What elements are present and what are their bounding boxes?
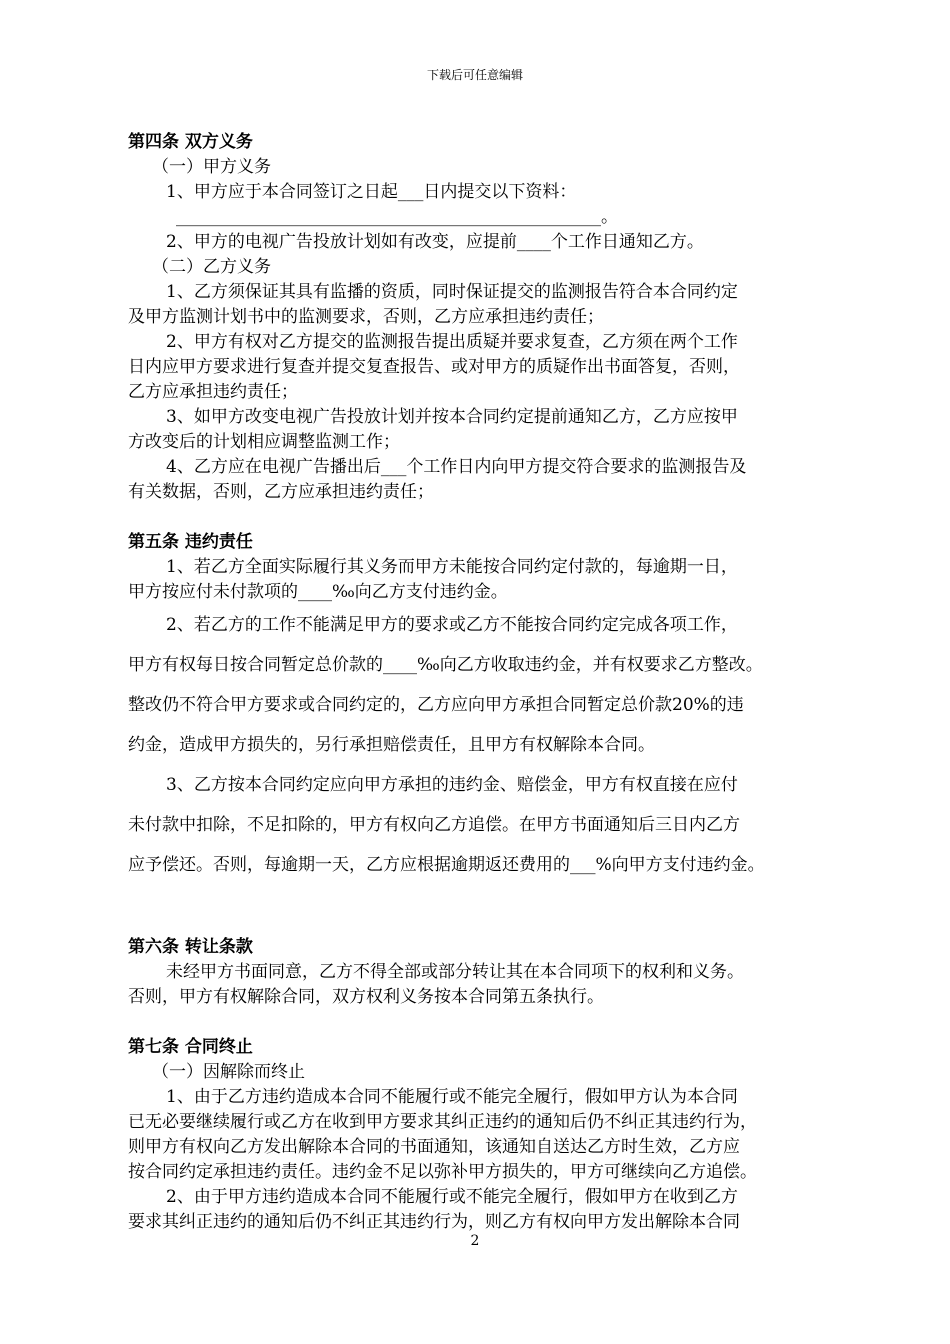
paragraph-line: 4、乙方应在电视广告播出后___个工作日内向甲方提交符合要求的监测报告及 (166, 457, 747, 477)
section-heading: 第四条 双方义务 (128, 132, 253, 152)
paragraph-line: 否则，甲方有权解除合同，双方权利义务按本合同第五条执行。 (128, 987, 604, 1007)
paragraph-line: 未经甲方书面同意，乙方不得全部或部分转让其在本合同项下的权利和义务。 (166, 962, 744, 982)
paragraph-line: （一）甲方义务 (152, 157, 271, 177)
section-heading: 第六条 转让条款 (128, 937, 253, 957)
paragraph-line: 2、甲方有权对乙方提交的监测报告提出质疑并要求复查，乙方须在两个工作 (166, 332, 738, 352)
blank-line (128, 885, 828, 910)
paragraph-line: 有关数据，否则，乙方应承担违约责任； (128, 482, 434, 502)
section-heading: 第五条 违约责任 (128, 532, 253, 552)
paragraph-line: 未付款中扣除，不足扣除的，甲方有权向乙方追偿。在甲方书面通知后三日内乙方 (128, 815, 740, 835)
paragraph-line: 及甲方监测计划书中的监测要求，否则，乙方应承担违约责任； (128, 307, 604, 327)
page-header: 下载后可任意编辑 (426, 68, 523, 82)
paragraph-line: 2、由于甲方违约造成本合同不能履行或不能完全履行，假如甲方在收到乙方 (166, 1187, 738, 1207)
paragraph-line: 已无必要继续履行或乙方在收到甲方要求其纠正违约的通知后仍不纠正其违约行为， (128, 1112, 757, 1132)
paragraph-line: （二）乙方义务 (152, 257, 271, 277)
paragraph-line: __________________________________________________。 (176, 207, 618, 227)
paragraph-line: 3、如甲方改变电视广告投放计划并按本合同约定提前通知乙方，乙方应按甲 (166, 407, 738, 427)
page-number: 2 (470, 1233, 480, 1249)
paragraph-line: 约金，造成甲方损失的，另行承担赔偿责任，且甲方有权解除本合同。 (128, 735, 655, 755)
document-body (128, 130, 828, 1235)
paragraph-line: 甲方按应付未付款项的____‰向乙方支付违约金。 (128, 582, 508, 602)
paragraph-line: 1、若乙方全面实际履行其义务而甲方未能按合同约定付款的，每逾期一日， (166, 557, 738, 577)
blank-line (128, 1010, 828, 1035)
paragraph-line: 1、乙方须保证其具有监播的资质，同时保证提交的监测报告符合本合同约定 (166, 282, 738, 302)
paragraph-line: 1、由于乙方违约造成本合同不能履行或不能完全履行，假如甲方认为本合同 (166, 1087, 738, 1107)
paragraph-line: 方改变后的计划相应调整监测工作； (128, 432, 400, 452)
paragraph-line: 1、甲方应于本合同签订之日起___日内提交以下资料： (166, 182, 577, 202)
paragraph-line: 按合同约定承担违约责任。违约金不足以弥补甲方损失的，甲方可继续向乙方追偿。 (128, 1162, 757, 1182)
paragraph-line: 2、若乙方的工作不能满足甲方的要求或乙方不能按合同约定完成各项工作， (166, 615, 738, 635)
blank-line (128, 505, 828, 530)
paragraph-line: 乙方应承担违约责任； (128, 382, 298, 402)
paragraph-line: （一）因解除而终止 (152, 1062, 305, 1082)
paragraph-line: 2、甲方的电视广告投放计划如有改变，应提前____个工作日通知乙方。 (166, 232, 704, 252)
paragraph-line: 整改仍不符合甲方要求或合同约定的，乙方应向甲方承担合同暂定总价款20%的违 (128, 695, 744, 715)
paragraph-line: 甲方有权每日按合同暂定总价款的____‰向乙方收取违约金，并有权要求乙方整改。 (128, 655, 763, 675)
paragraph-line: 则甲方有权向乙方发出解除本合同的书面通知，该通知自送达乙方时生效，乙方应 (128, 1137, 740, 1157)
paragraph-line: 日内应甲方要求进行复查并提交复查报告、或对甲方的质疑作出书面答复，否则， (128, 357, 740, 377)
paragraph-line: 应予偿还。否则，每逾期一天，乙方应根据逾期返还费用的___%向甲方支付违约金。 (128, 855, 765, 875)
paragraph-line: 要求其纠正违约的通知后仍不纠正其违约行为，则乙方有权向甲方发出解除本合同 (128, 1212, 740, 1232)
section-heading: 第七条 合同终止 (128, 1037, 253, 1057)
blank-line (128, 910, 828, 935)
paragraph-line: 3、乙方按本合同约定应向甲方承担的违约金、赔偿金，甲方有权直接在应付 (166, 775, 738, 795)
